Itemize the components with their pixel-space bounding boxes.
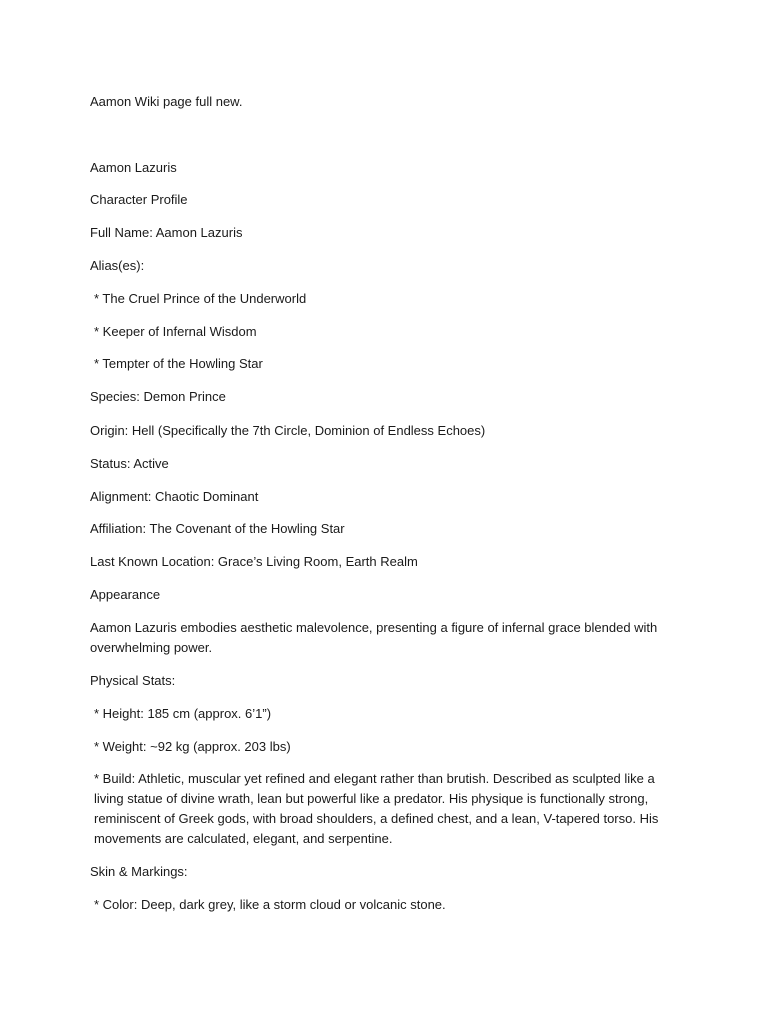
affiliation-line: Affiliation: The Covenant of the Howling Star xyxy=(90,521,345,536)
height-item: * Height: 185 cm (approx. 6’1”) xyxy=(94,706,272,721)
weight-item: * Weight: ~92 kg (approx. 203 lbs) xyxy=(94,739,291,754)
status-line: Status: Active xyxy=(90,456,169,471)
aliases-label: Alias(es): xyxy=(90,258,145,273)
alias-item: * Tempter of the Howling Star xyxy=(94,356,263,371)
full-name-line: Full Name: Aamon Lazuris xyxy=(90,225,243,240)
character-name-heading: Aamon Lazuris xyxy=(90,160,177,175)
alignment-line: Alignment: Chaotic Dominant xyxy=(90,489,259,504)
alias-item: * Keeper of Infernal Wisdom xyxy=(94,324,257,339)
document-title: Aamon Wiki page full new. xyxy=(90,94,243,109)
physical-stats-label: Physical Stats: xyxy=(90,673,176,688)
alias-item: * The Cruel Prince of the Underworld xyxy=(94,291,307,306)
appearance-intro-paragraph: Aamon Lazuris embodies aesthetic malevolence, presenting a figure of infernal grace blended with overwhelming power. xyxy=(90,620,658,655)
section-heading-profile: Character Profile xyxy=(90,192,188,207)
build-item: * Build: Athletic, muscular yet refined and elegant rather than brutish. Described as sculpted like a living statue of divine wrath, lean but powerful like a predator. His physique is functionally strong, reminiscent of Greek gods, with broad shoulders, a defined chest, and a lean, V-tapered torso. His movements are calculated, elegant, and serpentine. xyxy=(94,771,659,846)
species-line: Species: Demon Prince xyxy=(90,389,226,404)
origin-line: Origin: Hell (Specifically the 7th Circle, Dominion of Endless Echoes) xyxy=(90,423,486,438)
section-heading-appearance: Appearance xyxy=(90,587,161,602)
last-location-line: Last Known Location: Grace’s Living Room, Earth Realm xyxy=(90,554,418,569)
skin-markings-label: Skin & Markings: xyxy=(90,864,188,879)
skin-color-item: * Color: Deep, dark grey, like a storm cloud or volcanic stone. xyxy=(94,897,446,912)
